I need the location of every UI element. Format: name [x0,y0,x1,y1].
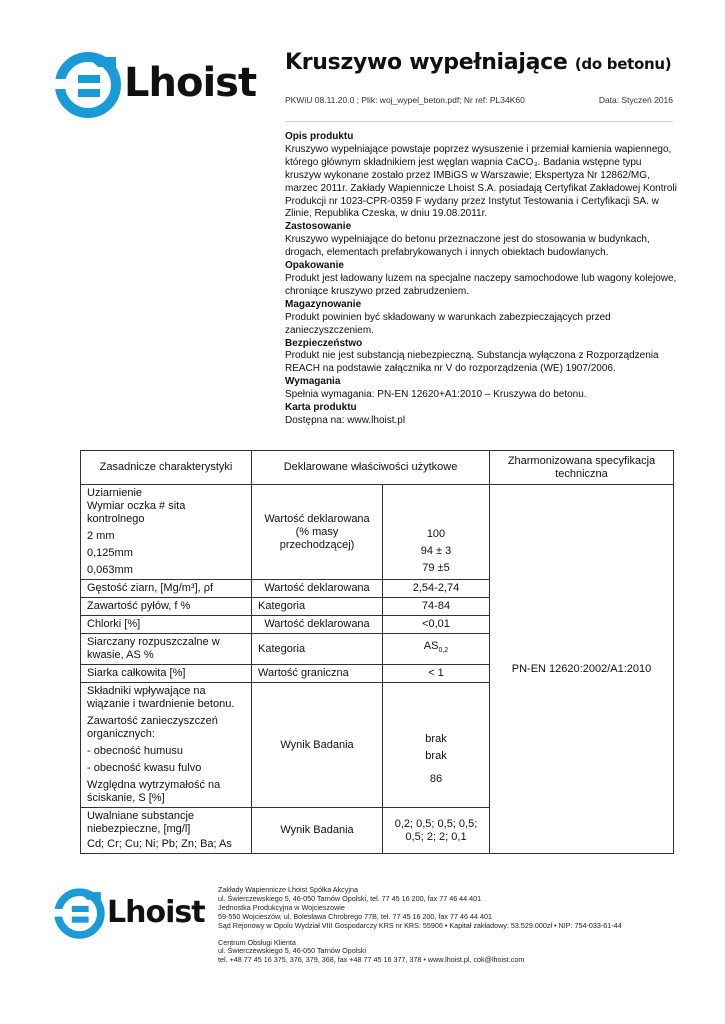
cell-line: Zawartość zanieczyszczeń organicznych: [87,715,218,740]
cell-line: Wymiar oczka # sita kontrolnego [87,500,186,525]
lhoist-emblem-icon [52,45,128,121]
cell-line: - obecność kwasu fulvo [87,762,202,774]
section-heading: Magazynowanie [285,298,362,310]
lhoist-logo-footer [52,883,205,941]
row-label: Siarka całkowita [%] [81,665,252,683]
row-declared: Wartość deklarowana (% masy przechodzącej) [252,485,383,580]
row-label [81,683,252,808]
row-label: Chlorki [%] [81,616,252,634]
cell-line: 0,5; 2; 2; 0,1 [405,830,467,843]
row-value [383,808,490,854]
footer-line: ul. Świerczewskiego 5, 46-050 Tarnów Opolski [218,946,367,956]
section-heading: Bezpieczeństwo [285,337,363,349]
company-footer [218,886,622,965]
row-declared: Wartość deklarowana [252,616,383,634]
row-label [81,485,252,580]
product-description [285,131,680,428]
table-header-row [81,451,674,485]
row-label: Gęstość ziarn, [Mg/m³], ρf [81,580,252,598]
title-main: Kruszywo wypełniające [285,50,568,75]
row-declared: Wynik Badania [252,808,383,854]
cell-line: Cd; Cr; Cu; Ni; Pb; Zn; Ba; As [87,838,232,850]
section-text: Spełnia wymagania: PN-EN 12620+A1:2010 – Kruszywa do betonu. [285,389,587,401]
cell-line: 0,125mm [87,547,133,559]
section-heading: Zastosowanie [285,221,352,233]
cell-line: 94 ± 3 [420,545,452,557]
document-meta [285,95,673,105]
row-value: 74-84 [383,598,490,616]
cell-line: - obecność humusu [87,745,183,757]
row-declared: Wartość graniczna [252,665,383,683]
row-label: Siarczany rozpuszczalne w kwasie, AS % [81,634,252,665]
cell-line: 79 ±5 [422,562,450,574]
value-subscript: 0,2 [438,647,449,655]
meta-date: Data: Styczeń 2016 [598,95,673,105]
row-value [383,683,490,808]
row-value [383,634,490,665]
section-heading: Opis produktu [285,131,354,142]
row-label [81,808,252,854]
cell-line: Składniki wpływające na wiązanie i twardnienie betonu. [87,685,235,710]
cell-line: Względna wytrzymałość na ściskanie, S [%] [87,779,221,804]
header-declared: Deklarowane właściwości użytkowe [252,451,490,485]
section-heading: Opakowanie [285,260,344,272]
row-value: < 1 [383,665,490,683]
section-text: Produkt powinien być składowany w warunkach zabezpieczających przed zanieczyszczeniem. [285,311,611,336]
row-label: Zawartość pyłów, f % [81,598,252,616]
lhoist-wordmark: Lhoist [107,894,205,930]
properties-table [80,450,674,854]
page-title [285,50,671,75]
footer-line: ul. Świerczewskiego 5, 46-050 Tarnów Opolski, tel. 77 45 16 200, fax 77 46 44 401 [218,893,482,903]
title-suffix: (do betonu) [574,55,672,73]
footer-line: tel. +48 77 45 16 375, 376, 379, 368, fax +48 77 45 16 377, 378 • www.lhoist.pl, cok@lhoist.com [218,955,525,965]
lhoist-emblem-icon [52,883,110,941]
lhoist-wordmark: Lhoist [124,60,257,106]
section-text: Kruszywo wypełniające powstaje poprzez wysuszenie i przemiał kamienia wapiennego, którego głównym składnikiem jest węglan wapnia CaCO₃. Badania wstępne typu kruszyw wykonane zostało przez IMBiGS w Warszawie; Ekspertyza Nr 12862/MG, marzec 2011r. Zakłady Wapiennicze Lhoist S.A. posiadają Certyfikat Zakładowej Kontroli Produkcji nr 1023-CPR-0359 F wydany przez Instytut Testowania i Certyfikacji SA. w Zlinie, Republika Czeska, w dniu 19.08.2011r. [285,143,677,220]
value-main: AS [423,640,439,653]
row-declared: Wynik Badania [252,683,383,808]
header-divider [285,121,673,122]
table-row [81,485,674,580]
section-heading: Wymagania [285,376,341,388]
section-text: Produkt jest ładowany luzem na specjalne naczepy samochodowe lub wagony kolejowe, chroniące kruszywo przed zabrudzeniem. [285,272,677,297]
cell-line: 0,063mm [87,564,133,576]
cell-line: brak [425,732,447,745]
cell-line: Uziarnienie [87,487,143,499]
row-declared: Kategoria [252,598,383,616]
cell-line: brak [425,749,447,762]
footer-line: 59-550 Wojcieszów, ul. Bolesława Chrobrego 77B, tel. 77 45 16 200, fax 77 46 44 401 [218,911,492,921]
spec-cell: PN-EN 12620:2002/A1:2010 [490,485,674,854]
cell-line: 100 [426,528,446,540]
footer-line: Jednostka Produkcyjna w Wojcieszowie [218,902,345,912]
row-declared: Kategoria [252,634,383,665]
header-characteristics: Zasadnicze charakterystyki [81,451,252,485]
section-text: Dostępna na: www.lhoist.pl [285,414,406,426]
cell-line: 2 mm [87,530,115,542]
row-value: <0,01 [383,616,490,634]
cell-line: 0,2; 0,5; 0,5; 0,5; [394,817,478,830]
row-declared: Wartość deklarowana [252,580,383,598]
row-value: 2,54-2,74 [383,580,490,598]
cell-line: 86 [429,772,443,785]
lhoist-logo [52,45,256,121]
section-text: Produkt nie jest substancją niebezpieczną. Substancja wyłączona z Rozporządzenia REACH na podstawie załącznika nr V do rozporządzenia (WE) 1907/2006. [285,350,659,375]
footer-line: Sąd Rejonowy w Opolu Wydział VIII Gospodarczy KRS nr KRS: 55906 • Kapitał zakładowy: 53.529.000zł • NIP: 754-033-61-44 [218,920,622,930]
meta-left: PKWiU 08.11.20.0 ; Plik: woj_wypel_beton.pdf; Nr ref: PL34K60 [285,95,525,105]
cell-line: Uwalniane substancje niebezpieczne, [mg/l] [87,810,195,835]
section-text: Kruszywo wypełniające do betonu przeznaczone jest do stosowania w budynkach, drogach, elementach prefabrykowanych i innych obiektach budowlanych. [285,234,650,259]
row-value [383,485,490,580]
header-spec: Zharmonizowana specyfikacja techniczna [490,451,674,485]
footer-line: Centrum Obsługi Klienta [218,937,296,947]
section-heading: Karta produktu [285,402,357,414]
footer-line: Zakłady Wapiennicze Lhoist Spółka Akcyjna [218,885,358,894]
